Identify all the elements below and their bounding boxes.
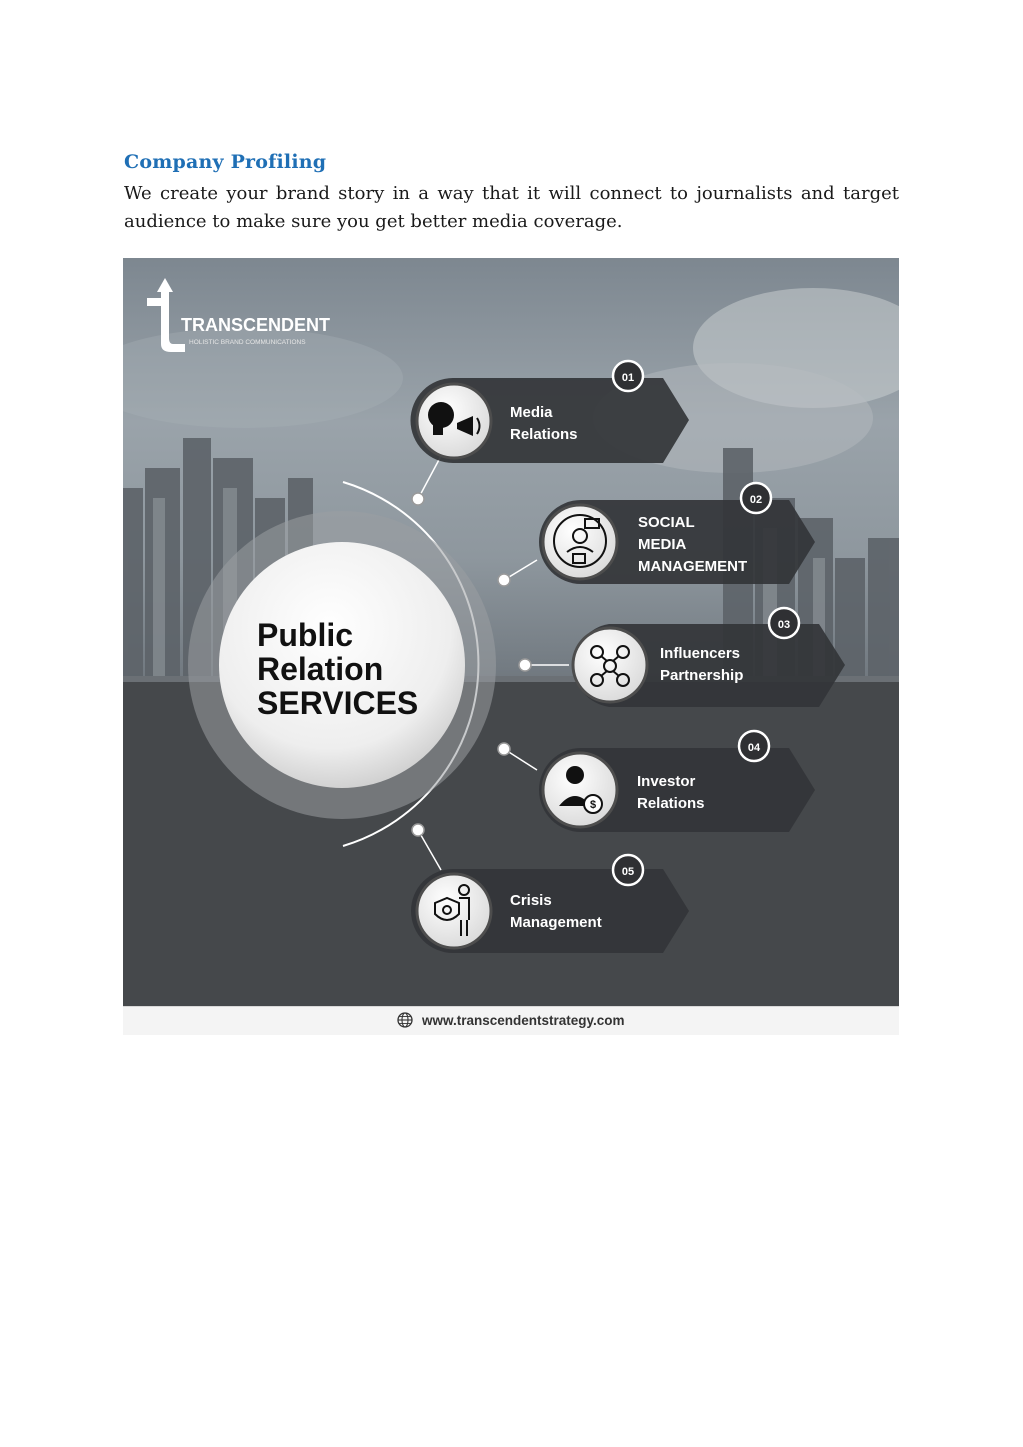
service-card-crisis-management xyxy=(411,855,689,953)
logo-name: TRANSCENDENT xyxy=(181,315,331,335)
center-line-3: SERVICES xyxy=(257,685,419,721)
website-url: www.transcendentstrategy.com xyxy=(422,1013,625,1028)
service-2-line-3: MANAGEMENT xyxy=(638,558,748,575)
svg-text:$: $ xyxy=(589,799,597,811)
service-number-04: 04 xyxy=(747,742,761,754)
center-line-1: Public xyxy=(257,617,354,653)
center-line-2: Relation xyxy=(257,651,384,687)
service-3-line-1: Influencers xyxy=(660,645,741,662)
infographic-footer xyxy=(123,1006,899,1035)
service-2-line-1: SOCIAL xyxy=(638,514,695,531)
service-4-line-2: Relations xyxy=(637,795,705,812)
service-1-line-1: Media xyxy=(510,404,553,421)
service-5-line-2: Management xyxy=(510,914,602,931)
service-2-line-2: MEDIA xyxy=(638,536,687,553)
section-paragraph: We create your brand story in a way that it will connect to journalists and target audience to make sure you get better media coverage. xyxy=(124,183,899,232)
service-4-line-1: Investor xyxy=(637,773,696,790)
transcendent-logo-icon xyxy=(147,278,185,352)
service-card-media-relations xyxy=(411,361,689,463)
logo-tagline: HOLISTIC BRAND COMMUNICATIONS xyxy=(189,339,306,346)
service-5-line-1: Crisis xyxy=(510,892,552,909)
infographic-graphics xyxy=(123,258,899,1006)
service-3-line-2: Partnership xyxy=(660,667,744,684)
pr-services-infographic xyxy=(123,258,899,1034)
service-card-investor-relations xyxy=(539,731,815,832)
service-number-05: 05 xyxy=(621,866,635,878)
service-number-02: 02 xyxy=(749,494,763,506)
globe-icon xyxy=(397,1012,413,1028)
service-number-03: 03 xyxy=(777,619,791,631)
section-heading: Company Profiling xyxy=(124,151,327,173)
service-card-influencers xyxy=(573,608,845,707)
service-number-01: 01 xyxy=(621,372,635,384)
service-1-line-2: Relations xyxy=(510,426,578,443)
service-card-social-media xyxy=(539,483,815,584)
